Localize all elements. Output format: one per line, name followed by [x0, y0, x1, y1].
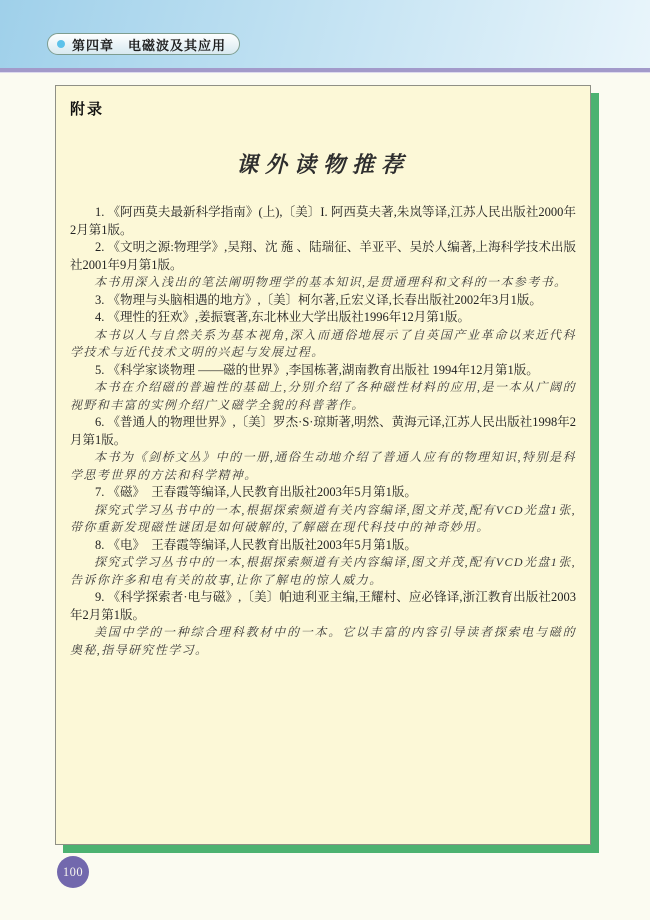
header-divider [0, 68, 650, 73]
book-comment: 本书为《剑桥文丛》中的一册,通俗生动地介绍了普通人应有的物理知识,特别是科学思考世界的方法和科学精神。 [70, 450, 576, 482]
content-box [55, 85, 591, 845]
appendix-label: 附录 [70, 102, 105, 118]
book-entry: 5. 《科学家谈物理 ——磁的世界》,李国栋著,湖南教育出版社 1994年12月第1版。 [95, 362, 539, 377]
page-number-badge [57, 856, 89, 888]
book-entry: 7. 《磁》 王春霞等编译,人民教育出版社2003年5月第1版。 [95, 485, 417, 499]
book-entry: 8. 《电》 王春霞等编译,人民教育出版社2003年5月第1版。 [95, 537, 417, 552]
bullet-icon [57, 40, 65, 48]
section-title: 课外读物推荐 [235, 152, 410, 178]
book-comment: 本书以人与自然关系为基本视角,深入而通俗地展示了自英国产业革命以来近代科学技术与近代技术文明的兴起与发展过程。 [70, 327, 576, 359]
chapter-pill [47, 33, 240, 55]
book-entry: 1. 《阿西莫夫最新科学指南》(上),〔美〕I. 阿西莫夫著,朱岚等译,江苏人民出版社2000年2月第1版。 [70, 205, 576, 237]
book-entry: 3. 《物理与头脑相遇的地方》,〔美〕柯尔著,丘宏义译,长春出版社2002年3月1版。 [95, 292, 542, 307]
book-comment: 美国中学的一种综合理科教材中的一本。它以丰富的内容引导读者探索电与磁的奥秘,指导研究性学习。 [70, 625, 576, 657]
book-comment: 探究式学习丛书中的一本,根据探索频道有关内容编译,图文并茂,配有VCD光盘1张,告诉你许多和电有关的故事,让你了解电的惊人威力。 [70, 555, 577, 587]
book-entry: 2. 《文明之源:物理学》,吴翔、沈 葹 、陆瑞征、羊亚平、吴於人编著,上海科学技术出版社2001年9月第1版。 [70, 240, 576, 272]
book-comment: 本书在介绍磁的普遍性的基础上,分别介绍了各种磁性材料的应用,是一本从广阔的视野和丰富的实例介绍广义磁学全貌的科普著作。 [70, 380, 576, 412]
page-number: 100 [62, 864, 84, 879]
reading-list [70, 204, 576, 659]
book-entry: 6. 《普通人的物理世界》,〔美〕罗杰·S·琼斯著,明然、黄海元译,江苏人民出版社1998年2月第1版。 [70, 415, 576, 447]
book-comment: 本书用深入浅出的笔法阐明物理学的基本知识,是贯通理科和文科的一本参考书。 [94, 275, 568, 289]
book-entry: 9. 《科学探索者·电与磁》,〔美〕帕迪利亚主编,王耀村、应必锋译,浙江教育出版社2003年2月第1版。 [70, 590, 576, 622]
chapter-header [0, 0, 650, 68]
chapter-title: 第四章 电磁波及其应用 [72, 37, 227, 53]
book-entry: 4. 《理性的狂欢》,姜振寰著,东北林业大学出版社1996年12月第1版。 [95, 310, 471, 324]
book-comment: 探究式学习丛书中的一本,根据探索频道有关内容编译,图文并茂,配有VCD光盘1张,带你重新发现磁性谜团是如何破解的,了解磁在现代科技中的神奇妙用。 [70, 502, 577, 534]
